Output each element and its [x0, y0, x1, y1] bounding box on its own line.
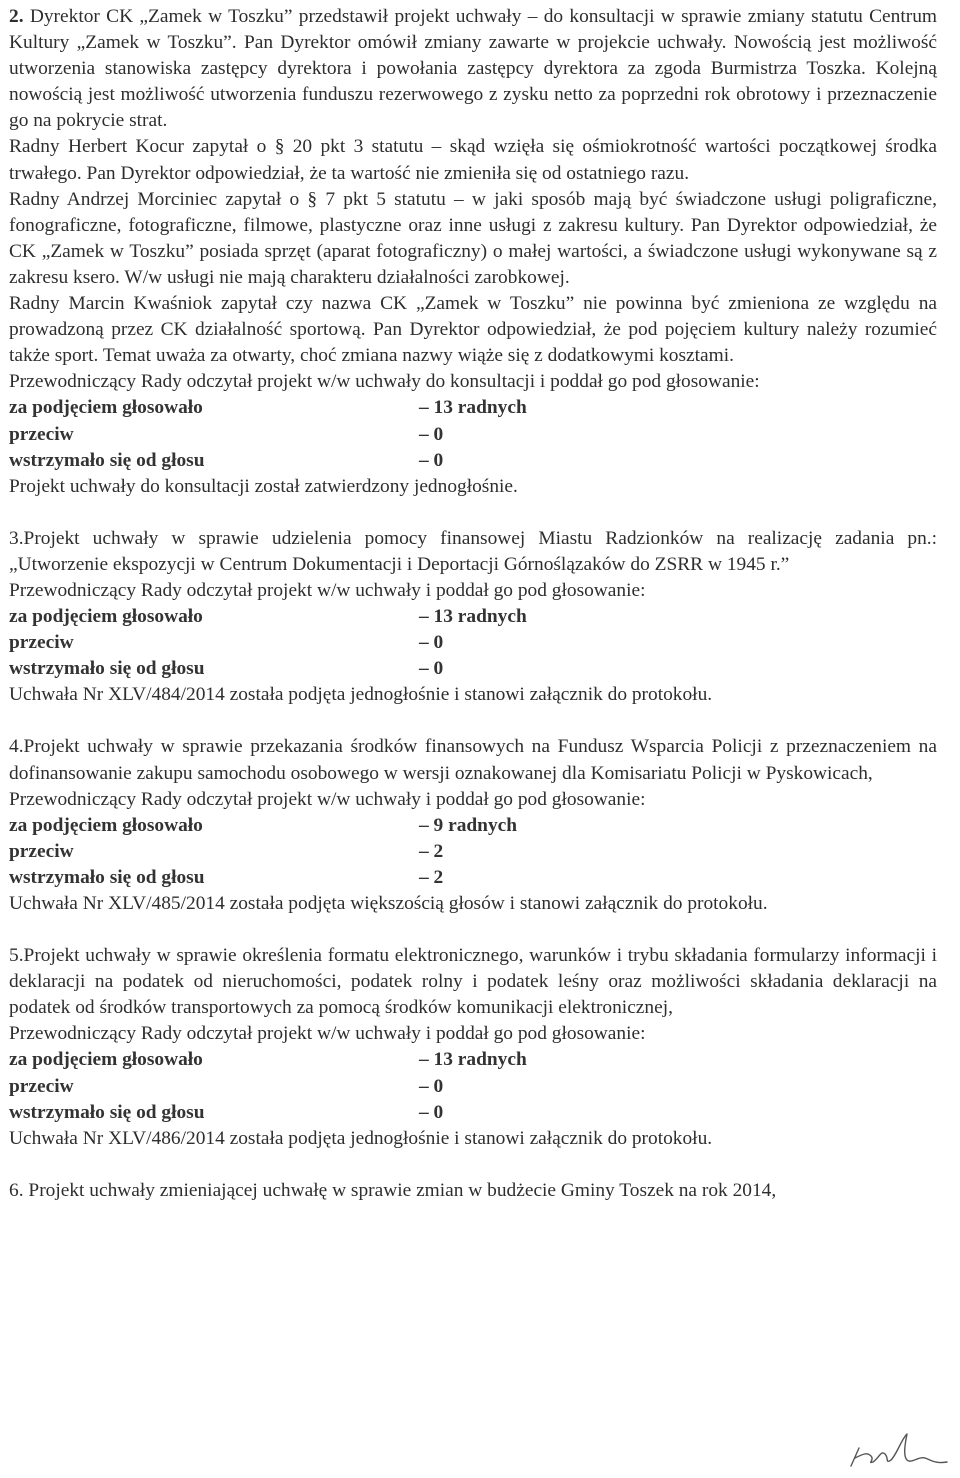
vote-row-abstain	[9, 656, 937, 682]
vote-row-against	[9, 422, 937, 448]
vote-value: – 2	[419, 866, 444, 888]
section-number: 3.	[9, 527, 24, 549]
paragraph-text: Dyrektor CK „Zamek w Toszku” przedstawił projekt uchwały – do konsultacji w sprawie zmiany statutu Centrum Kultury „Zamek w Toszku”. Pan Dyrektor omówił zmiany zawarte w projekcie uchwały. Nowością jest możliwość utworzenia stanowiska zastępcy dyrektora i powołania zastępcy dyrektora za zgoda Burmistrza Toszka. Kolejną nowością jest możliwość utworzenia funduszu rezerwowego z zysku netto za poprzedni rok obrotowy i przeznaczenie go na pokrycie strat.	[9, 6, 937, 132]
section-2-paragraph-4: Radny Marcin Kwaśniok zapytał czy nazwa CK „Zamek w Toszku” nie powinna być zmieniona ze względu na prowadzoną przez CK działalność sportową. Pan Dyrektor odpowiedział, że pod pojęciem kultury należy rozumieć także sport. Temat uważa za otwarty, choć zmiana nazwy wiąże się z dodatkowymi kosztami.	[9, 293, 937, 367]
vote-value: – 0	[419, 449, 444, 471]
vote-row-abstain	[9, 448, 937, 474]
paragraph-text: Projekt uchwały w sprawie udzielenia pomocy finansowej Miastu Radzionków na realizację zadania pn.: „Utworzenie ekspozycji w Centrum Dokumentacji i Deportacji Górnoślązaków do ZSRR w 1945 r.”	[9, 527, 937, 575]
vote-value: – 0	[419, 423, 444, 445]
paragraph-text: Projekt uchwały zmieniającej uchwałę w sprawie zmian w budżecie Gminy Toszek na rok 2014,	[28, 1179, 777, 1201]
vote-value: – 13 radnych	[419, 606, 527, 628]
section-number: 2.	[9, 6, 24, 27]
vote-row-against	[9, 839, 937, 865]
vote-value: – 0	[419, 1075, 444, 1097]
vote-row-abstain	[9, 865, 937, 891]
vote-label: za podjęciem głosowało	[9, 1049, 203, 1071]
section-6-paragraph-1	[9, 1178, 937, 1204]
vote-value: – 0	[419, 1101, 444, 1123]
vote-label: za podjęciem głosowało	[9, 606, 203, 628]
vote-row-for	[9, 813, 937, 839]
vote-label: przeciw	[9, 632, 74, 654]
section-4-paragraph-2: Przewodniczący Rady odczytał projekt w/w uchwały i poddał go pod głosowanie:	[9, 788, 646, 810]
vote-row-against	[9, 1074, 937, 1100]
vote-label: za podjęciem głosowało	[9, 814, 203, 836]
vote-row-against	[9, 630, 937, 656]
section-3-paragraph-1	[9, 526, 937, 578]
vote-label: przeciw	[9, 1075, 74, 1097]
handwritten-signature	[845, 1428, 955, 1472]
vote-label: przeciw	[9, 423, 74, 445]
vote-row-abstain	[9, 1100, 937, 1126]
vote-value: – 0	[419, 658, 444, 680]
section-number: 4.	[9, 736, 24, 758]
section-4-paragraph-1	[9, 734, 937, 786]
section-3-paragraph-2: Przewodniczący Rady odczytał projekt w/w uchwały i poddał go pod głosowanie:	[9, 579, 646, 601]
paragraph-text: Projekt uchwały w sprawie przekazania środków finansowych na Fundusz Wsparcia Policji z przeznaczeniem na dofinansowanie zakupu samochodu osobowego w wersji oznakowanej dla Komisariatu Policji w Pyskowicach,	[9, 736, 937, 784]
section-2-paragraph-1	[9, 4, 937, 134]
vote-label: wstrzymało się od głosu	[9, 449, 205, 471]
vote-label: wstrzymało się od głosu	[9, 1101, 205, 1123]
section-2-paragraph-2: Radny Herbert Kocur zapytał o § 20 pkt 3 statutu – skąd wzięła się ośmiokrotność wartości początkowej środka trwałego. Pan Dyrektor odpowiedział, że ta wartość nie zmieniła się od ostatniego razu.	[9, 136, 937, 184]
vote-value: – 13 radnych	[419, 397, 527, 419]
section-number: 5.	[9, 945, 24, 967]
section-5-result: Uchwała Nr XLV/486/2014 została podjęta jednogłośnie i stanowi załącznik do protokołu.	[9, 1127, 713, 1149]
vote-value: – 0	[419, 632, 444, 654]
section-5-paragraph-2: Przewodniczący Rady odczytał projekt w/w uchwały i poddał go pod głosowanie:	[9, 1023, 646, 1045]
vote-value: – 2	[419, 840, 444, 862]
vote-label: wstrzymało się od głosu	[9, 866, 205, 888]
vote-row-for	[9, 604, 937, 630]
vote-label: wstrzymało się od głosu	[9, 658, 205, 680]
section-4-result: Uchwała Nr XLV/485/2014 została podjęta większością głosów i stanowi załącznik do protokołu.	[9, 893, 768, 914]
section-5-paragraph-1	[9, 943, 937, 1021]
section-2-paragraph-5: Przewodniczący Rady odczytał projekt w/w uchwały do konsultacji i poddał go pod głosowanie:	[9, 371, 760, 393]
vote-label: za podjęciem głosowało	[9, 397, 203, 419]
section-2-paragraph-3: Radny Andrzej Morciniec zapytał o § 7 pkt 5 statutu – w jaki sposób mają być świadczone usługi poligraficzne, fonograficzne, fotograficzne, filmowe, plastyczne oraz inne usługi z zakresu kultury. Pan Dyrektor odpowiedział, że CK „Zamek w Toszku” posiada sprzęt (aparat fotograficzny) o małej wartości, a świadczone usługi wykonywane są z zakresu ksero. W/w usługi nie mają charakteru działalności zarobkowej.	[9, 188, 937, 288]
document-page	[9, 4, 937, 1204]
vote-value: – 13 radnych	[419, 1049, 527, 1071]
vote-label: przeciw	[9, 840, 74, 862]
section-2-result: Projekt uchwały do konsultacji został zatwierdzony jednogłośnie.	[9, 475, 518, 497]
vote-row-for	[9, 395, 937, 421]
section-number: 6.	[9, 1179, 24, 1201]
vote-row-for	[9, 1047, 937, 1073]
paragraph-text: Projekt uchwały w sprawie określenia formatu elektronicznego, warunków i trybu składania formularzy informacji i deklaracji na podatek od nieruchomości, podatek rolny i podatek leśny oraz możliwości składania deklaracji na podatek od środków transportowych za pomocą środków komunikacji elektronicznej,	[9, 945, 937, 1019]
vote-value: – 9 radnych	[419, 814, 518, 836]
section-3-result: Uchwała Nr XLV/484/2014 została podjęta jednogłośnie i stanowi załącznik do protokołu.	[9, 684, 713, 706]
